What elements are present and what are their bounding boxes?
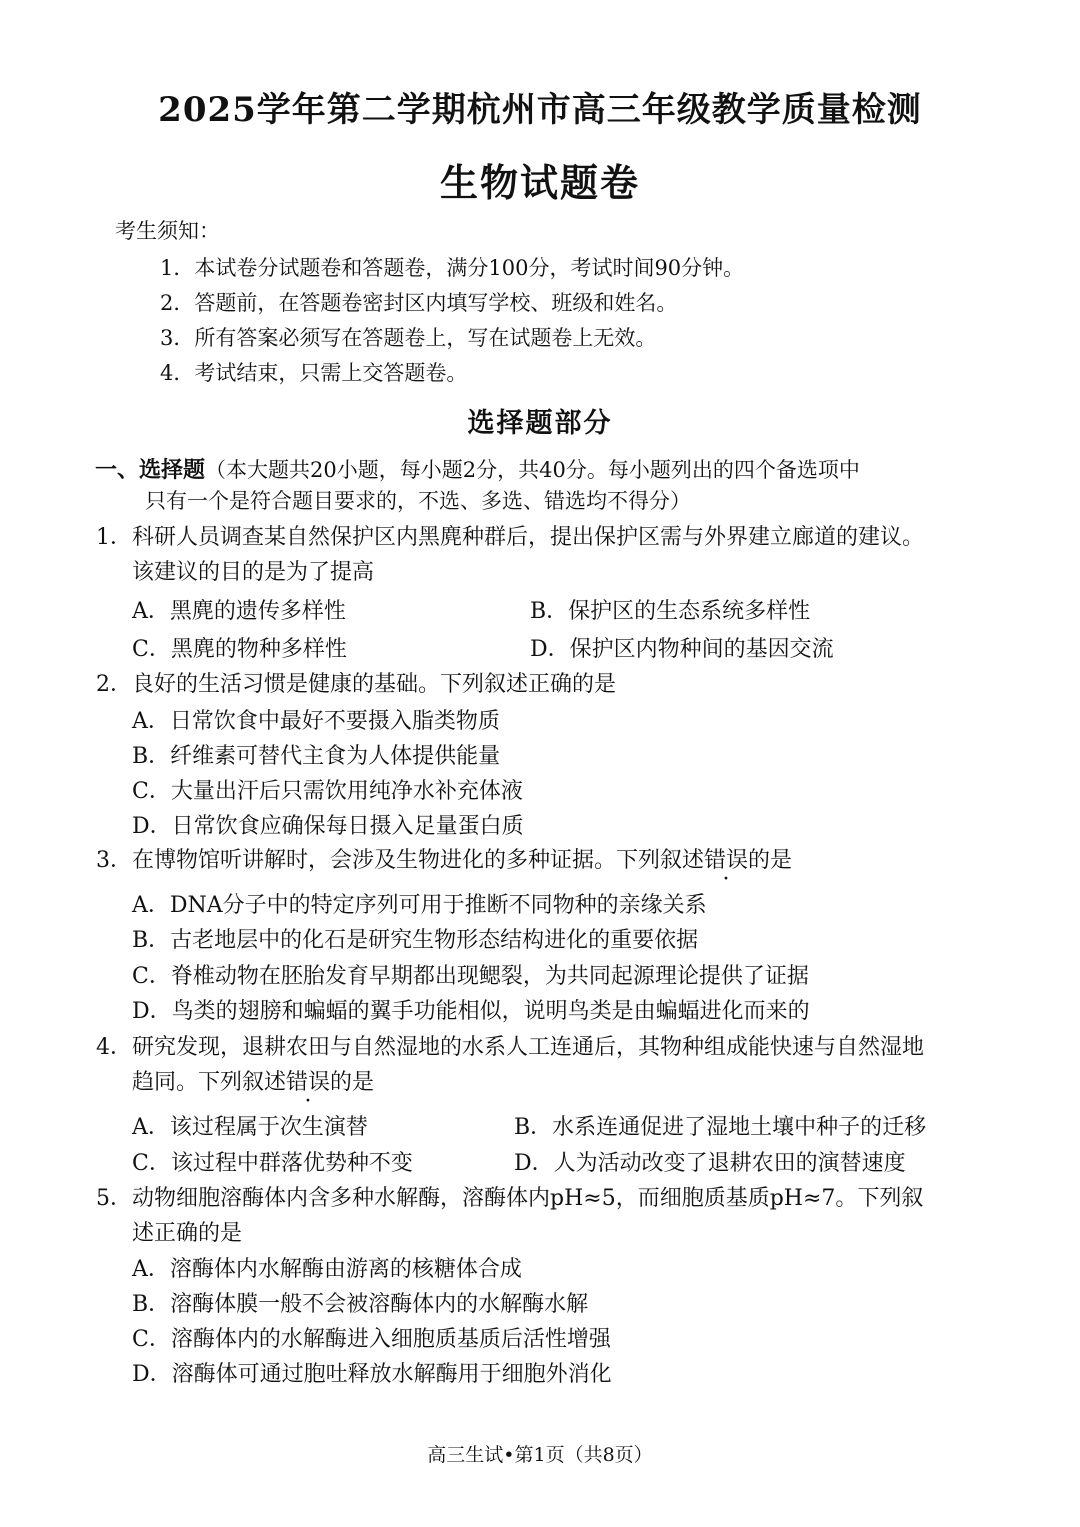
question-line2-start: 趋同。下列叙述 [132, 1070, 287, 1095]
question-3 [96, 843, 988, 878]
part-label: 一、选择题 [95, 457, 206, 483]
option-b: B．保护区的生态系统多样性 [530, 599, 811, 624]
option-b: B．水系连通促进了湿地土壤中种子的迁移 [514, 1115, 927, 1140]
question-line1-end: 的是 [748, 848, 793, 873]
option-c: C．大量出汗后只需饮用纯净水补充体液 [132, 779, 523, 804]
notice-item: 2．答题前，在答题卷密封区内填写学校、班级和姓名。 [160, 291, 678, 315]
question-line1: 研究发现，退耕农田与自然湿地的水系人工连通后，其物种组成能快速与自然湿地 [132, 1035, 925, 1060]
question-stem [96, 520, 988, 590]
notice-item: 1．本试卷分试题卷和答题卷，满分100分，考试时间90分钟。 [160, 256, 745, 280]
question-stem [96, 1181, 988, 1251]
option-b: B．纤维素可替代主食为人体提供能量 [132, 744, 501, 769]
option-c: C．该过程中群落优势种不变 [132, 1151, 413, 1176]
question-line2-end: 的是 [330, 1070, 375, 1095]
question-number: 3． [96, 848, 132, 873]
question-line2 [96, 1065, 988, 1100]
page-footer: 高三生试•第1页（共8页） [427, 1444, 653, 1466]
option-d: D．保护区内物种间的基因交流 [530, 637, 834, 662]
part-desc-line2: 只有一个是符合题目要求的，不选、多选、错选均不得分） [145, 489, 691, 513]
exam-subtitle: 生物试题卷 [439, 160, 640, 205]
option-a: A．日常饮食中最好不要摄入脂类物质 [132, 709, 500, 734]
emphasis-mark: 错误 [704, 848, 749, 873]
question-stem [96, 843, 988, 878]
question-line1: 动物细胞溶酶体内含多种水解酶，溶酶体内pH≈5，而细胞质基质pH≈7。下列叙 [132, 1186, 924, 1211]
notice-heading: 考生须知： [115, 219, 220, 243]
question-number: 5． [96, 1186, 132, 1211]
notice-item: 4．考试结束，只需上交答题卷。 [160, 361, 468, 385]
option-c: C．溶酶体内的水解酶进入细胞质基质后活性增强 [132, 1327, 611, 1352]
question-1 [96, 520, 988, 590]
option-c: C．黑麂的物种多样性 [132, 637, 347, 662]
notice-item: 3．所有答案必须写在答题卷上，写在试题卷上无效。 [160, 326, 657, 350]
question-2 [96, 667, 988, 702]
exam-title: 2025学年第二学期杭州市高三年级教学质量检测 [158, 90, 922, 130]
option-a: A．溶酶体内水解酶由游离的核糖体合成 [132, 1257, 522, 1282]
question-5 [96, 1181, 988, 1251]
question-line2: 该建议的目的是为了提高 [132, 560, 375, 585]
question-number: 2． [96, 672, 132, 697]
emphasis-mark: 错误 [286, 1070, 331, 1095]
section-title: 选择题部分 [467, 408, 613, 439]
question-number: 1． [96, 525, 132, 550]
part-desc-line1: （本大题共20小题，每小题2分，共40分。每小题列出的四个备选项中 [205, 458, 860, 482]
option-b: B．古老地层中的化石是研究生物形态结构进化的重要依据 [132, 928, 699, 953]
question-stem [96, 667, 988, 702]
question-line1: 良好的生活习惯是健康的基础。下列叙述正确的是 [132, 672, 617, 697]
option-c: C．脊椎动物在胚胎发育早期都出现鳃裂，为共同起源理论提供了证据 [132, 964, 809, 989]
option-d: D．鸟类的翅膀和蝙蝠的翼手功能相似，说明鸟类是由蝙蝠进化而来的 [132, 999, 810, 1024]
option-d: D．溶酶体可通过胞吐释放水解酶用于细胞外消化 [132, 1362, 612, 1387]
question-stem [96, 1030, 988, 1100]
part-heading [95, 455, 995, 517]
option-a: A．该过程属于次生演替 [132, 1115, 368, 1140]
question-line2: 述正确的是 [132, 1221, 243, 1246]
question-line1: 科研人员调查某自然保护区内黑麂种群后，提出保护区需与外界建立廊道的建议。 [132, 525, 925, 550]
question-line1: 在博物馆听讲解时，会涉及生物进化的多种证据。下列叙述 [132, 848, 705, 873]
question-number: 4． [96, 1035, 132, 1060]
option-a: A．黑麂的遗传多样性 [132, 599, 346, 624]
option-d: D．人为活动改变了退耕农田的演替速度 [514, 1151, 906, 1176]
option-b: B．溶酶体膜一般不会被溶酶体内的水解酶水解 [132, 1292, 589, 1317]
option-a: A．DNA分子中的特定序列可用于推断不同物种的亲缘关系 [132, 893, 707, 918]
option-d: D．日常饮食应确保每日摄入足量蛋白质 [132, 814, 524, 839]
question-4 [96, 1030, 988, 1100]
